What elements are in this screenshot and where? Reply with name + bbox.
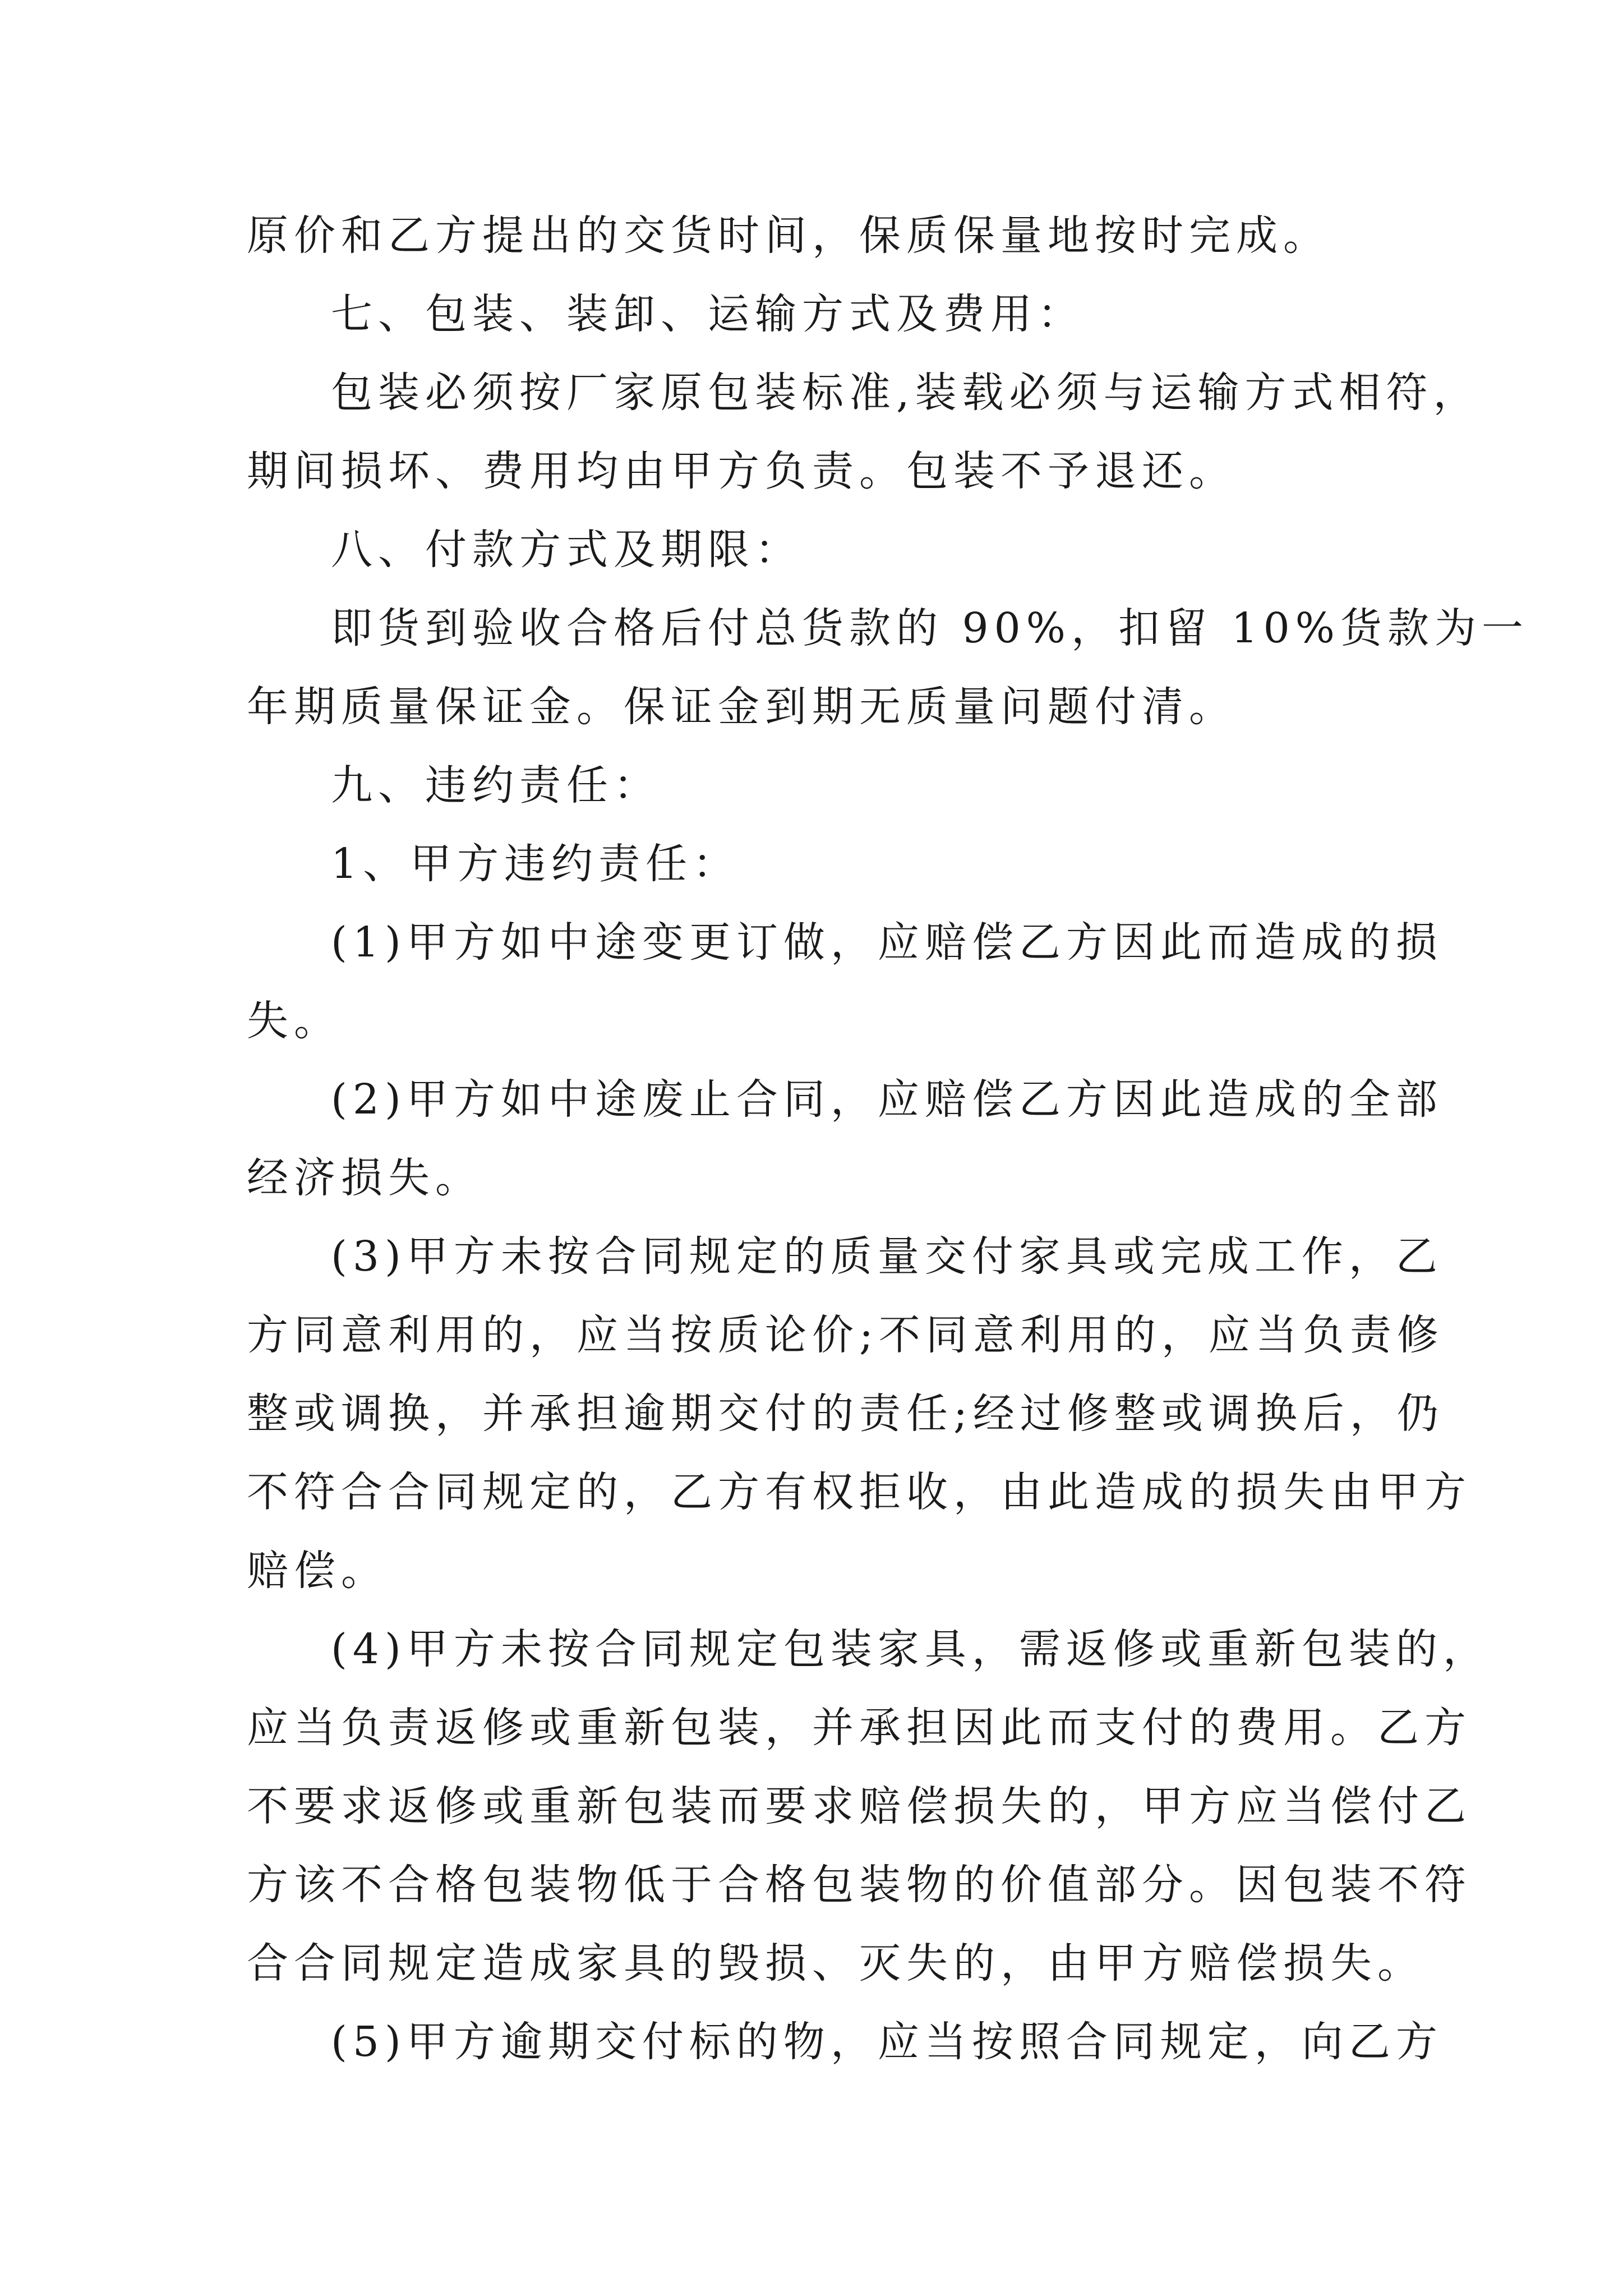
text-line: 合合同规定造成家具的毁损、灭失的，由甲方赔偿损失。 <box>247 1939 1424 1987</box>
text-line: (1)甲方如中途变更订做，应赔偿乙方因此而造成的损 <box>331 918 1443 967</box>
section-heading: 七、包装、装卸、运输方式及费用： <box>331 290 1085 338</box>
text-line: 经济损失。 <box>247 1154 482 1202</box>
text-line: 方该不合格包装物低于合格包装物的价值部分。因包装不符 <box>247 1861 1472 1909</box>
text-line: 赔偿。 <box>247 1547 388 1595</box>
text-line: 不要求返修或重新包装而要求赔偿损失的，甲方应当偿付乙 <box>247 1782 1472 1830</box>
text-line: 包装必须按厂家原包装标准,装载必须与运输方式相符， <box>331 369 1481 417</box>
text-line: (3)甲方未按合同规定的质量交付家具或完成工作，乙 <box>331 1232 1443 1281</box>
text-line: 不符合合同规定的，乙方有权拒收，由此造成的损失由甲方 <box>247 1468 1472 1516</box>
section-heading: 八、付款方式及期限： <box>331 526 802 574</box>
text-line: 年期质量保证金。保证金到期无质量问题付清。 <box>247 683 1236 731</box>
text-line: 原价和乙方提出的交货时间，保质保量地按时完成。 <box>247 211 1330 260</box>
text-line: 期间损坏、费用均由甲方负责。包装不予退还。 <box>247 447 1236 495</box>
section-heading: 九、违约责任： <box>331 761 661 809</box>
text-line: (5)甲方逾期交付标的物，应当按照合同规定，向乙方 <box>331 2018 1443 2066</box>
text-line: 失。 <box>247 997 341 1045</box>
text-line: 应当负责返修或重新包装，并承担因此而支付的费用。乙方 <box>247 1704 1472 1752</box>
text-line: 即货到验收合格后付总货款的 90%，扣留 10%货款为一 <box>331 604 1529 652</box>
text-line: 整或调换，并承担逾期交付的责任;经过修整或调换后，仍 <box>247 1389 1444 1438</box>
subsection-heading: 1、甲方违约责任： <box>331 840 740 888</box>
text-line: 方同意利用的，应当按质论价;不同意利用的，应当负责修 <box>247 1311 1444 1359</box>
text-line: (2)甲方如中途废止合同，应赔偿乙方因此造成的全部 <box>331 1075 1443 1124</box>
text-line: (4)甲方未按合同规定包装家具，需返修或重新包装的， <box>331 1625 1490 1673</box>
